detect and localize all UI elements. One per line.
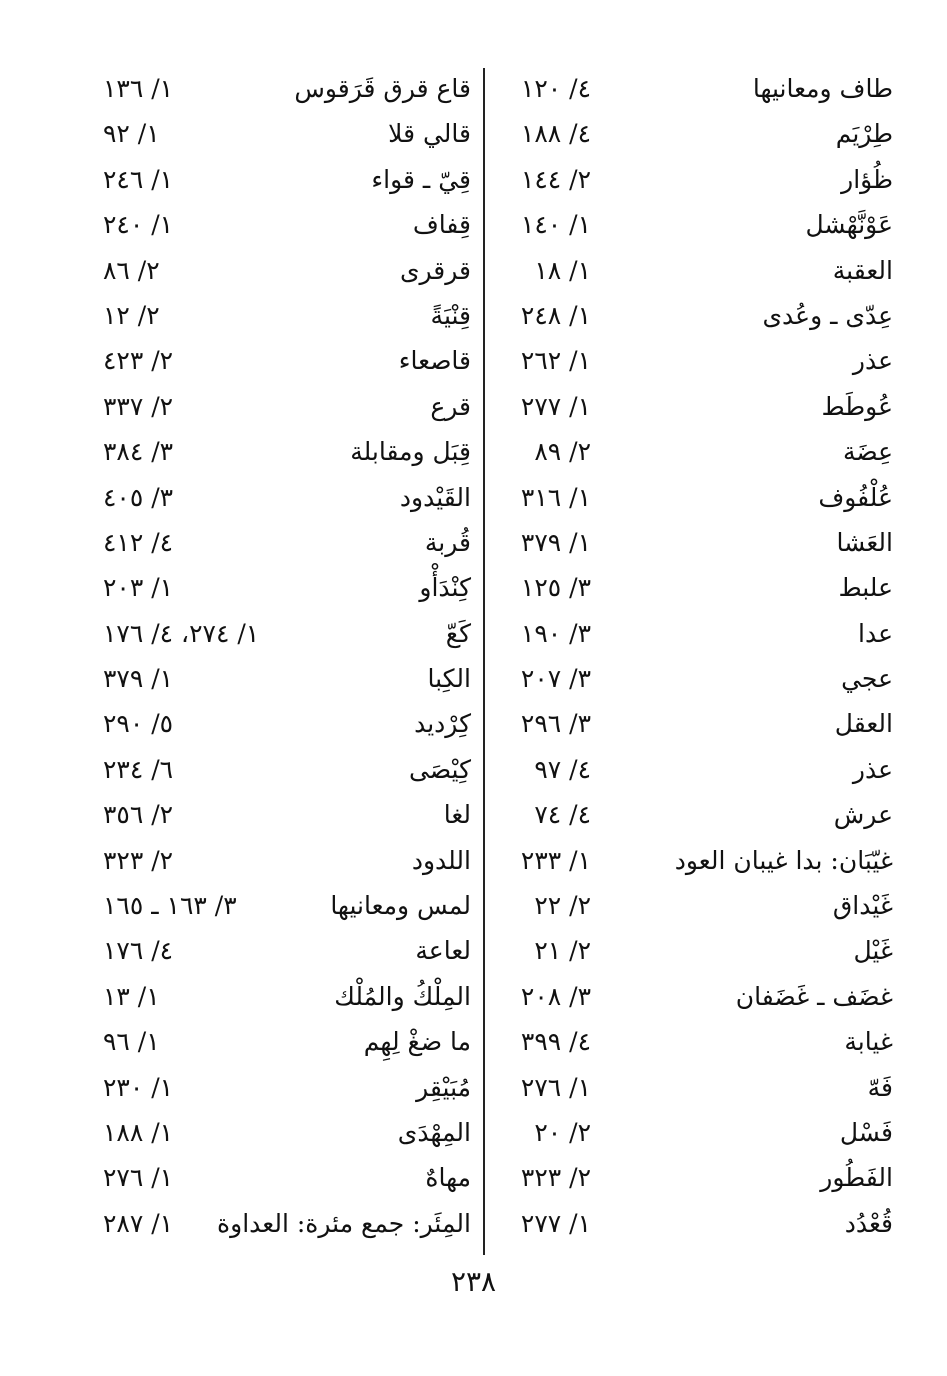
index-entry (95, 974, 479, 1019)
entry-reference: ٤/ ١٧٦ (103, 936, 174, 966)
entry-term: قِبَل ومقابلة (350, 437, 471, 467)
index-entry (95, 157, 479, 202)
index-entry (95, 1110, 479, 1155)
entry-term: عجي (841, 664, 893, 694)
index-entry (493, 1201, 893, 1246)
index-entry (95, 1155, 479, 1200)
entry-reference: ١/ ١٨٨ (103, 1117, 174, 1147)
entry-reference: ١/ ٣١٦ (520, 482, 591, 512)
entry-reference: ١/ ٢٧٧ (520, 1208, 591, 1238)
entry-term: ما ضغْ لِهِم (363, 1027, 471, 1057)
entry-reference: ٢/ ١٢ (103, 300, 160, 330)
index-entry (95, 928, 479, 973)
index-entry (493, 974, 893, 1019)
left-index-column (95, 66, 479, 1246)
entry-reference: ١/ ٢٧٦ (103, 1163, 174, 1193)
entry-reference: ٣/ ٤٠٥ (103, 482, 174, 512)
entry-reference: ١/ ٢٤٨ (520, 300, 591, 330)
entry-reference: ٤/ ١٨٨ (520, 119, 591, 149)
index-entry (493, 429, 893, 474)
entry-term: عِدّى ـ وعُدى (762, 300, 893, 330)
entry-reference: ١/ ٢٧٧ (520, 391, 591, 421)
entry-term: مهاهٌ (425, 1163, 471, 1193)
entry-reference: ٢/ ٢١ (534, 936, 591, 966)
entry-term: قرقرى (399, 255, 471, 285)
entry-term: الفَطُور (820, 1163, 893, 1193)
index-entry (95, 111, 479, 156)
entry-reference: ١/ ٢٧٤، ٤/ ١٧٦ (103, 618, 260, 648)
index-entry (493, 338, 893, 383)
index-entry (95, 66, 479, 111)
entry-term: علبط (838, 573, 893, 603)
entry-reference: ٢/ ٨٩ (534, 437, 591, 467)
entry-term: العقبة (832, 255, 893, 285)
entry-reference: ٢/ ٣٣٧ (103, 391, 174, 421)
entry-reference: ٣/ ١٩٠ (520, 618, 591, 648)
entry-term: المِئَر: جمع مئرة: العداوة (217, 1208, 471, 1238)
index-entry (95, 792, 479, 837)
entry-term: المِهْدَى (397, 1117, 471, 1147)
entry-reference: ٢/ ١٤٤ (520, 164, 591, 194)
index-entry (493, 611, 893, 656)
entry-term: عرش (833, 800, 893, 830)
index-entry (493, 157, 893, 202)
index-entry (493, 520, 893, 565)
entry-reference: ١/ ١٨ (534, 255, 591, 285)
index-entry (493, 792, 893, 837)
entry-term: ظُؤار (841, 164, 893, 194)
index-entry (95, 520, 479, 565)
entry-reference: ٣/ ٢٠٧ (520, 664, 591, 694)
entry-reference: ٢/ ٢٢ (534, 891, 591, 921)
index-entry (95, 565, 479, 610)
entry-reference: ١/ ٢٦٢ (520, 346, 591, 376)
entry-term: لمس ومعانيها (330, 891, 471, 921)
entry-term: كِرْديد (414, 709, 471, 739)
entry-term: قِيّ ـ قواء (371, 164, 471, 194)
index-entry (493, 475, 893, 520)
entry-reference: ٣/ ٣٨٤ (103, 437, 174, 467)
entry-reference: ١/ ٩٢ (103, 119, 160, 149)
index-entry (95, 747, 479, 792)
entry-term: عدا (858, 618, 893, 648)
entry-term: العَشا (836, 527, 893, 557)
entry-term: لغا (443, 800, 471, 830)
entry-reference: ٤/ ٩٧ (534, 754, 591, 784)
entry-reference: ١/ ٢٤٦ (103, 164, 174, 194)
index-entry (493, 1110, 893, 1155)
entry-reference: ٢/ ٤٢٣ (103, 346, 174, 376)
entry-reference: ٦/ ٢٣٤ (103, 754, 174, 784)
index-entry (493, 1155, 893, 1200)
entry-term: عذر (852, 754, 893, 784)
entry-term: مُبَيْقِر (416, 1072, 471, 1102)
index-entry (493, 838, 893, 883)
entry-term: طاف ومعانيها (752, 74, 893, 103)
entry-reference: ١/ ٢٤٠ (103, 210, 174, 240)
entry-term: طِرْيَم (835, 119, 893, 149)
index-entry (493, 565, 893, 610)
index-entry (493, 928, 893, 973)
column-divider (483, 68, 485, 1255)
entry-term: فَسْل (839, 1117, 893, 1147)
entry-term: غيّبَان: بدا غيبان العود (674, 845, 893, 875)
index-entry (95, 293, 479, 338)
entry-reference: ١/ ٢٣٣ (520, 845, 591, 875)
index-entry (95, 838, 479, 883)
entry-term: قِنْيَةً (430, 300, 471, 330)
index-entry (95, 384, 479, 429)
entry-term: فَهّ (867, 1072, 893, 1102)
entry-term: كِنْدَأْو (419, 573, 471, 603)
entry-term: عذر (852, 346, 893, 376)
index-entry (95, 701, 479, 746)
entry-term: قِفاف (412, 210, 471, 240)
entry-term: العقل (834, 709, 893, 739)
index-entry (493, 656, 893, 701)
index-entry (95, 338, 479, 383)
entry-reference: ١/ ٣٧٩ (103, 664, 174, 694)
entry-term: غَيْداق (832, 891, 893, 921)
entry-term: عِضَة (843, 437, 893, 467)
index-entry (95, 1201, 479, 1246)
entry-term: المِلْكُ والمُلْك (334, 981, 471, 1011)
index-entry (493, 202, 893, 247)
entry-term: عُوطَط (821, 391, 893, 421)
index-entry (493, 66, 893, 111)
entry-term: القَيْدود (399, 482, 471, 512)
entry-term: عُلْفُوف (818, 482, 893, 512)
entry-reference: ١/ ٣٧٩ (520, 527, 591, 557)
index-entry (95, 611, 479, 656)
index-entry (95, 475, 479, 520)
index-entry (493, 1065, 893, 1110)
entry-reference: ١/ ١٣٦ (103, 74, 174, 103)
index-entry (95, 202, 479, 247)
entry-term: قُعْدُد (844, 1208, 893, 1238)
entry-term: لعاعة (415, 936, 471, 966)
entry-reference: ٤/ ١٢٠ (520, 74, 591, 103)
entry-reference: ٣/ ١٢٥ (520, 573, 591, 603)
entry-reference: ١/ ٢٧٦ (520, 1072, 591, 1102)
entry-reference: ٢/ ٨٦ (103, 255, 160, 285)
entry-reference: ٤/ ٤١٢ (103, 527, 174, 557)
index-entry (493, 883, 893, 928)
entry-term: الكِبا (427, 664, 471, 694)
entry-term: عَوْنَّهْشل (805, 210, 893, 240)
entry-term: غضَف ـ غَضَفان (735, 981, 893, 1011)
index-entry (493, 1019, 893, 1064)
entry-term: قاع قرق قَرَقوس (294, 74, 471, 103)
entry-reference: ١/ ١٣ (103, 981, 160, 1011)
entry-reference: ٣/ ١٦٣ ـ ١٦٥ (103, 891, 237, 921)
entry-term: قرع (430, 391, 471, 421)
entry-term: قاصعاء (398, 346, 471, 376)
entry-term: كَعّ (445, 618, 471, 648)
entry-reference: ١/ ٢٠٣ (103, 573, 174, 603)
entry-term: غَيْل (853, 936, 893, 966)
index-entry (95, 1065, 479, 1110)
entry-term: غيابة (844, 1027, 893, 1057)
entry-term: اللدود (411, 845, 471, 875)
index-entry (95, 883, 479, 928)
entry-term: قُربة (424, 527, 471, 557)
index-entry (95, 656, 479, 701)
entry-reference: ١/ ٩٦ (103, 1027, 160, 1057)
entry-reference: ١/ ٢٣٠ (103, 1072, 174, 1102)
entry-reference: ٢/ ٣٥٦ (103, 800, 174, 830)
entry-reference: ١/ ١٤٠ (520, 210, 591, 240)
index-entry (493, 293, 893, 338)
entry-term: قالي قلا (388, 119, 471, 149)
entry-term: كِيْصَى (409, 754, 471, 784)
entry-reference: ٣/ ٢٠٨ (520, 981, 591, 1011)
index-entry (493, 701, 893, 746)
index-entry (493, 248, 893, 293)
entry-reference: ١/ ٢٨٧ (103, 1208, 174, 1238)
entry-reference: ٢/ ٣٢٣ (520, 1163, 591, 1193)
index-entry (493, 384, 893, 429)
entry-reference: ٤/ ٧٤ (534, 800, 591, 830)
right-index-column (493, 66, 893, 1246)
index-entry (95, 429, 479, 474)
entry-reference: ٤/ ٣٩٩ (520, 1027, 591, 1057)
page-number: ٢٣٨ (450, 1265, 497, 1298)
entry-reference: ٥/ ٢٩٠ (103, 709, 174, 739)
index-entry (493, 747, 893, 792)
entry-reference: ٣/ ٢٩٦ (520, 709, 591, 739)
index-entry (95, 248, 479, 293)
index-entry (95, 1019, 479, 1064)
entry-reference: ٢/ ٢٠ (534, 1117, 591, 1147)
entry-reference: ٢/ ٣٢٣ (103, 845, 174, 875)
index-entry (493, 111, 893, 156)
